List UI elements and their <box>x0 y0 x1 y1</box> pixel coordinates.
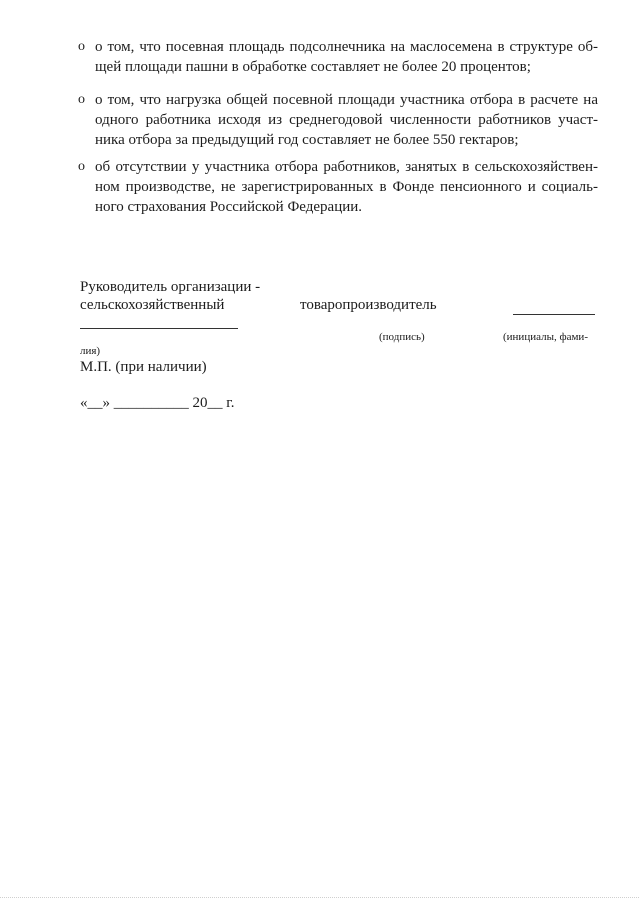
bullet-marker: o <box>78 39 85 54</box>
initials-caption-continued: лия) <box>80 345 101 357</box>
signatory-title-line2-right: товаропроизводитель <box>300 297 437 313</box>
bullet-text-line: ного страхования Российской Федерации. <box>95 199 363 215</box>
signature-underline <box>80 328 238 329</box>
signatory-title-line1: Руководитель организации - <box>80 279 261 295</box>
initials-caption: (инициалы, фами- <box>503 331 588 343</box>
bullet-text <box>95 90 598 150</box>
scan-edge-divider <box>0 897 639 898</box>
initials-underline <box>513 314 595 315</box>
date-line: «__» __________ 20__ г. <box>80 395 235 411</box>
bullet-text-line: ном производстве, не зарегистрированных в Фонде пенсионного и социаль- <box>95 179 598 195</box>
signature-caption: (подпись) <box>379 331 425 343</box>
bullet-text-line: ника отбора за предыдущий год составляет не более 550 гектаров; <box>95 132 519 148</box>
bullet-text-line: щей площади пашни в обработке составляет не более 20 процентов; <box>95 59 531 75</box>
signatory-title-line2-left: сельскохозяйственный <box>80 297 225 313</box>
bullet-marker: o <box>78 92 85 107</box>
stamp-place: М.П. (при наличии) <box>80 359 207 375</box>
bullet-text-line: одного работника исходя из среднегодовой численности работников участ- <box>95 112 598 128</box>
bullet-text <box>95 37 598 77</box>
bullet-text <box>95 157 598 217</box>
bullet-marker: o <box>78 159 85 174</box>
bullet-text-line: о том, что посевная площадь подсолнечника на маслосемена в структуре об- <box>95 39 598 55</box>
bullet-text-line: об отсутствии у участника отбора работников, занятых в сельскохозяйствен- <box>95 159 598 175</box>
bullet-text-line: о том, что нагрузка общей посевной площади участника отбора в расчете на <box>95 92 598 108</box>
